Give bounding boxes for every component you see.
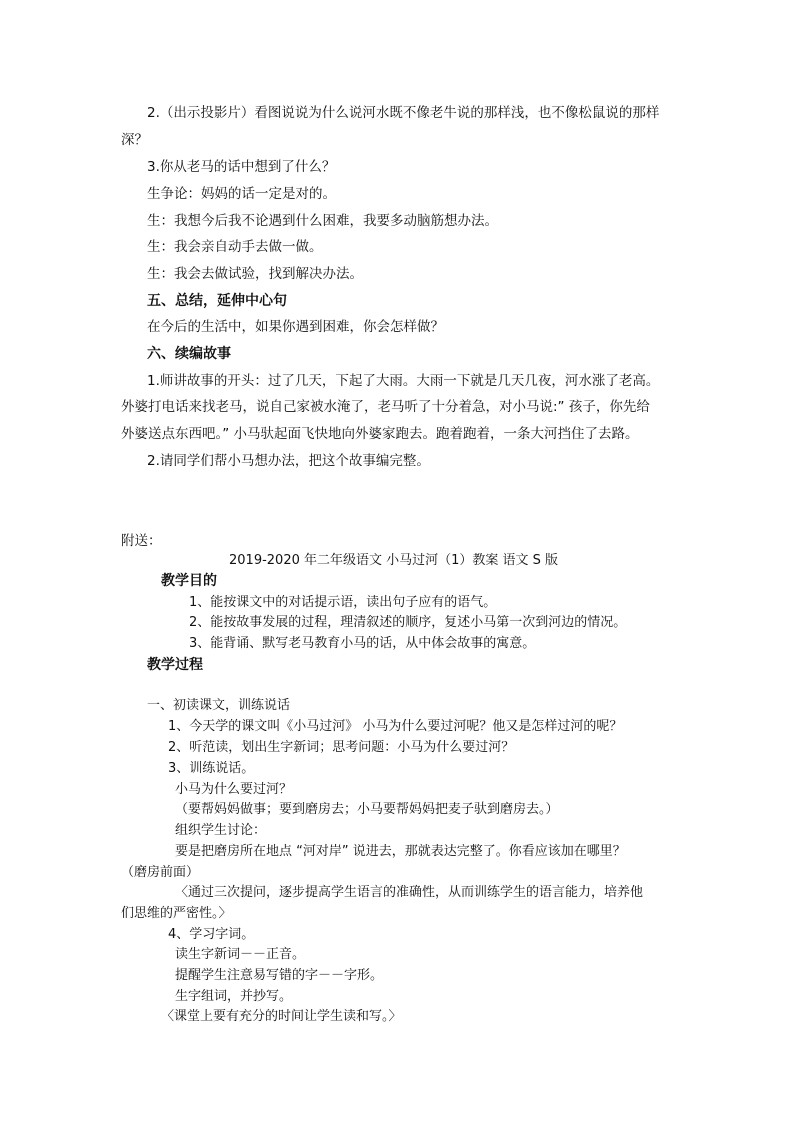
item-4-c: 生字组词，并抄写。 (175, 989, 293, 1004)
question-3: 3.你从老马的话中想到了什么？ (147, 159, 336, 175)
section-5-heading: 五、总结，延伸中心句 (147, 293, 287, 309)
section-6-heading: 六、续编故事 (147, 346, 231, 362)
student-answer-3: 生：我会亲自动手去做一做。 (147, 239, 323, 255)
section-1-heading: 一、初读课文，训练说话 (147, 698, 291, 713)
story-line-3: 外婆送点东西吧。” 小马驮起面飞快地向外婆家跑去。跑着跑着，一条大河挡住了去路。 (121, 426, 639, 442)
item-2: 2、听范读，划出生字新词；思考问题：小马为什么要过河？ (168, 740, 515, 755)
note-1-line-2: 们思维的严密性。〉 (121, 906, 232, 921)
lesson-title: 2019-2020 年二年级语文 小马过河（1）教案 语文 S 版 (229, 553, 559, 568)
question-2-line-1: 2.（出示投影片）看图说说为什么说河水既不像老牛说的那样浅，也不像松鼠说的那样 (147, 105, 660, 121)
item-3-question: 小马为什么要过河？ (175, 782, 293, 797)
item-4-b: 提醒学生注意易写错的字－－字形。 (175, 968, 384, 983)
section-5-text: 在今后的生活中，如果你遇到困难，你会怎样做？ (147, 319, 444, 335)
item-1: 1、今天学的课文叫《小马过河》 小马为什么要过河呢？他又是怎样过河的呢？ (168, 719, 623, 734)
goal-1: 1、能按课文中的对话提示语，读出句子应有的语气。 (189, 595, 497, 610)
note-1-line-1: 〈通过三次提问，逐步提高学生语言的准确性，从而训练学生的语言能力，培养他 (175, 885, 644, 900)
process-heading: 教学过程 (147, 657, 203, 673)
item-3-explanation: 要是把磨房所在地点 “河对岸” 说进去，那就表达完整了。你看应该加在哪里？ (175, 844, 626, 859)
goal-3: 3、能背诵、默写老马教育小马的话，从中体会故事的寓意。 (189, 636, 536, 651)
item-3-answer: （要帮妈妈做事；要到磨房去；小马要帮妈妈把麦子驮到磨房去。） (175, 802, 559, 817)
story-line-1: 1.师讲故事的开头：过了几天，下起了大雨。大雨一下就是几天几夜，河水涨了老高。 (147, 373, 660, 389)
appendix-label: 附送： (121, 533, 162, 549)
item-3-answer-2: （磨房前面） (121, 865, 200, 880)
question-2-line-2: 深？ (121, 132, 148, 148)
item-3: 3、训练说话。 (168, 761, 255, 776)
student-answer-4: 生：我会去做试验，找到解决办法。 (147, 266, 363, 282)
note-2: 〈课堂上要有充分的时间让学生读和写。〉 (161, 1009, 402, 1024)
goal-2: 2、能按故事发展的过程，理清叙述的顺序，复述小马第一次到河边的情况。 (189, 615, 627, 630)
story-line-2: 外婆打电话来找老马，说自己家被水淹了，老马听了十分着急，对小马说:” 孩子，你先给 (121, 399, 650, 415)
item-4-a: 读生字新词－－正音。 (175, 947, 306, 962)
student-answer-2: 生：我想今后我不论遇到什么困难，我要多动脑筋想办法。 (147, 213, 498, 229)
student-answer-1: 生争论：妈妈的话一定是对的。 (147, 186, 336, 202)
item-3-discussion: 组织学生讨论： (175, 823, 267, 838)
item-4: 4、学习字词。 (168, 927, 255, 942)
story-task: 2.请同学们帮小马想办法，把这个故事编完整。 (147, 453, 430, 469)
goals-heading: 教学目的 (161, 573, 217, 589)
